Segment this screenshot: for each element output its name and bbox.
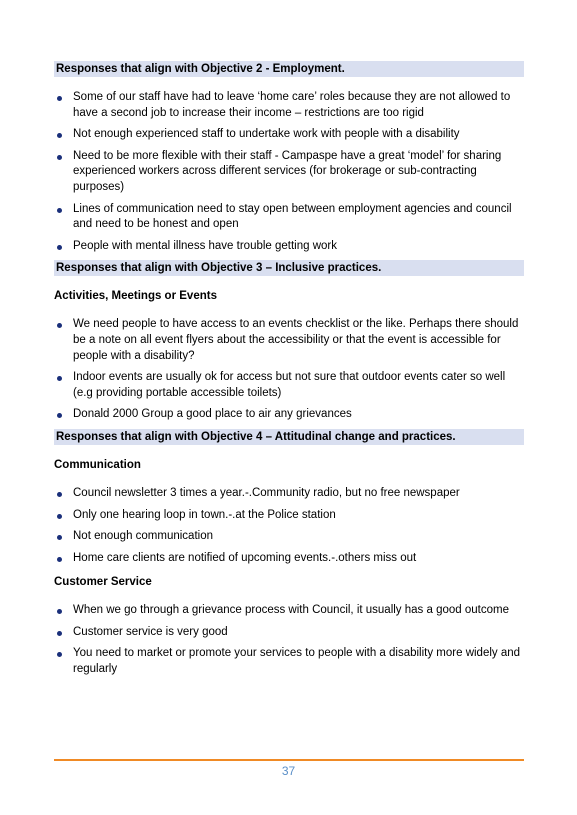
bullet-icon xyxy=(57,323,62,328)
list-item: Indoor events are usually ok for access but not sure that outdoor events cater so well (e.g providing portable accessible toilets) xyxy=(54,370,524,401)
bullet-icon xyxy=(57,155,62,160)
list-item: You need to market or promote your services to people with a disability more widely and regularly xyxy=(54,646,524,677)
subheading-communication: Communication xyxy=(54,458,141,471)
list-item: People with mental illness have trouble getting work xyxy=(54,239,524,255)
section-heading-objective-4: Responses that align with Objective 4 – Attitudinal change and practices. xyxy=(54,429,524,445)
list-item: Not enough communication xyxy=(54,529,524,545)
list-item: Some of our staff have had to leave ‘home care’ roles because they are not allowed to have a second job to increase their income – restrictions are too rigid xyxy=(54,90,524,121)
subheading-activities: Activities, Meetings or Events xyxy=(54,290,217,303)
subheading-customer-service: Customer Service xyxy=(54,576,152,589)
list-item: Not enough experienced staff to undertake work with people with a disability xyxy=(54,127,524,143)
page-content xyxy=(54,61,524,678)
list-item: Home care clients are notified of upcoming events.-.others miss out xyxy=(54,551,524,567)
list-item: Lines of communication need to stay open between employment agencies and council and need to be honest and open xyxy=(54,202,524,233)
list-item: When we go through a grievance process with Council, it usually has a good outcome xyxy=(54,603,524,619)
bullet-icon xyxy=(57,609,62,614)
communication-list xyxy=(54,486,524,566)
footer-rule xyxy=(54,759,524,761)
list-item: We need people to have access to an events checklist or the like. Perhaps there should be a note on all event flyers about the accessibility or that the event is accessible for people with a disability? xyxy=(54,317,524,364)
list-item: Donald 2000 Group a good place to air any grievances xyxy=(54,407,524,423)
list-item: Only one hearing loop in town.-.at the Police station xyxy=(54,508,524,524)
bullet-icon xyxy=(57,376,62,381)
bullet-icon xyxy=(57,514,62,519)
section-heading-objective-3: Responses that align with Objective 3 – Inclusive practices. xyxy=(54,260,524,276)
bullet-icon xyxy=(57,413,62,418)
bullet-icon xyxy=(57,245,62,250)
bullet-icon xyxy=(57,557,62,562)
customer-service-list xyxy=(54,603,524,677)
bullet-icon xyxy=(57,208,62,213)
page-number: 37 xyxy=(281,764,296,778)
bullet-icon xyxy=(57,133,62,138)
bullet-icon xyxy=(57,631,62,636)
section-heading-objective-2: Responses that align with Objective 2 - Employment. xyxy=(54,61,524,77)
list-item: Council newsletter 3 times a year.-.Community radio, but no free newspaper xyxy=(54,486,524,502)
bullet-icon xyxy=(57,652,62,657)
objective-2-list xyxy=(54,90,524,254)
bullet-icon xyxy=(57,492,62,497)
list-item: Customer service is very good xyxy=(54,625,524,641)
bullet-icon xyxy=(57,96,62,101)
bullet-icon xyxy=(57,535,62,540)
objective-3-list xyxy=(54,317,524,423)
list-item: Need to be more flexible with their staff - Campaspe have a great ‘model’ for sharing experienced workers across different services (for brokerage or sub-contracting purposes) xyxy=(54,149,524,196)
